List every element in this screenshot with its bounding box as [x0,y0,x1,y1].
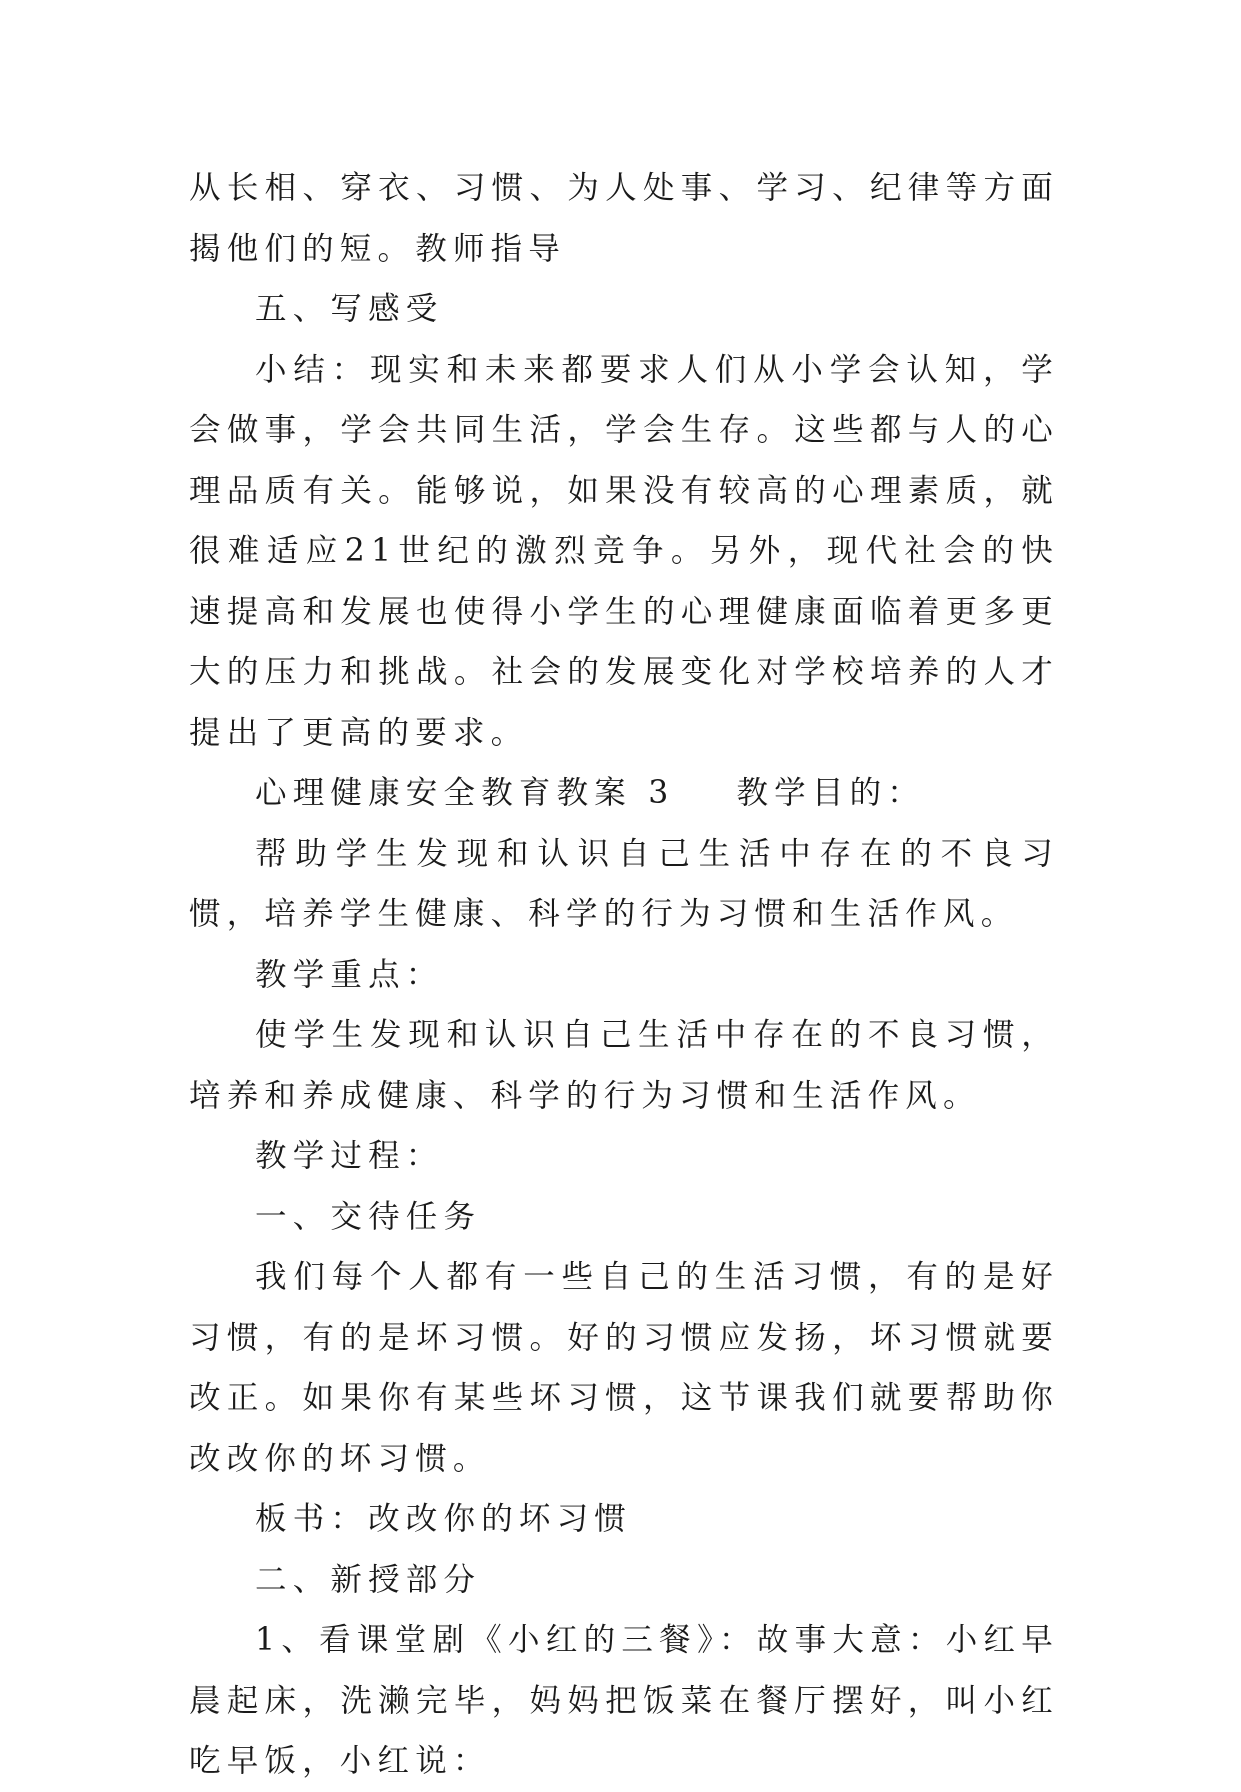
paragraph: 从长相、穿衣、习惯、为人处事、学习、纪律等方面揭他们的短。教师指导 [189,170,1059,267]
summary-paragraph: 小结：现实和未来都要求人们从小学会认知，学会做事，学会共同生活，学会生存。这些都与人的心理品质有关。能够说，如果没有较高的心理素质，就很难适应21世纪的激烈竞争。另外，现代社会的快速提高和发展也使得小学生的心理健康面临着更多更大的压力和挑战。社会的发展变化对学校培养的人才提出了更高的要求。 [189,351,1059,751]
story-paragraph: 1、看课堂剧《小红的三餐》：故事大意：小红早晨起床，洗濑完毕，妈妈把饭菜在餐厅摆好，叫小红吃早饭，小红说： [189,1622,1059,1779]
section-heading-five: 五、写感受 [255,291,444,327]
section-heading-two: 二、新授部分 [255,1561,482,1598]
blackboard-note: 板书：改改你的坏习惯 [255,1501,633,1537]
document-body [189,158,1059,1792]
teaching-focus-label: 教学重点： [255,956,444,993]
lesson-plan-heading [189,763,1059,824]
section-heading-one: 一、交待任务 [255,1198,482,1235]
lesson-plan-title: 心理健康安全教育教案 [255,775,633,811]
teaching-goal-label: 教学目的： [736,775,925,811]
teaching-process-label: 教学过程： [255,1138,444,1174]
task-paragraph: 我们每个人都有一些自己的生活习惯，有的是好习惯，有的是坏习惯。好的习惯应发扬，坏习惯就要改正。如果你有某些坏习惯，这节课我们就要帮助你改改你的坏习惯。 [189,1259,1059,1477]
teaching-focus-paragraph: 使学生发现和认识自己生活中存在的不良习惯，培养和养成健康、科学的行为习惯和生活作风。 [189,1017,1059,1114]
lesson-plan-number: 3 [648,775,675,811]
teaching-goal-paragraph: 帮助学生发现和认识自己生活中存在的不良习惯，培养学生健康、科学的行为习惯和生活作风。 [189,835,1059,932]
